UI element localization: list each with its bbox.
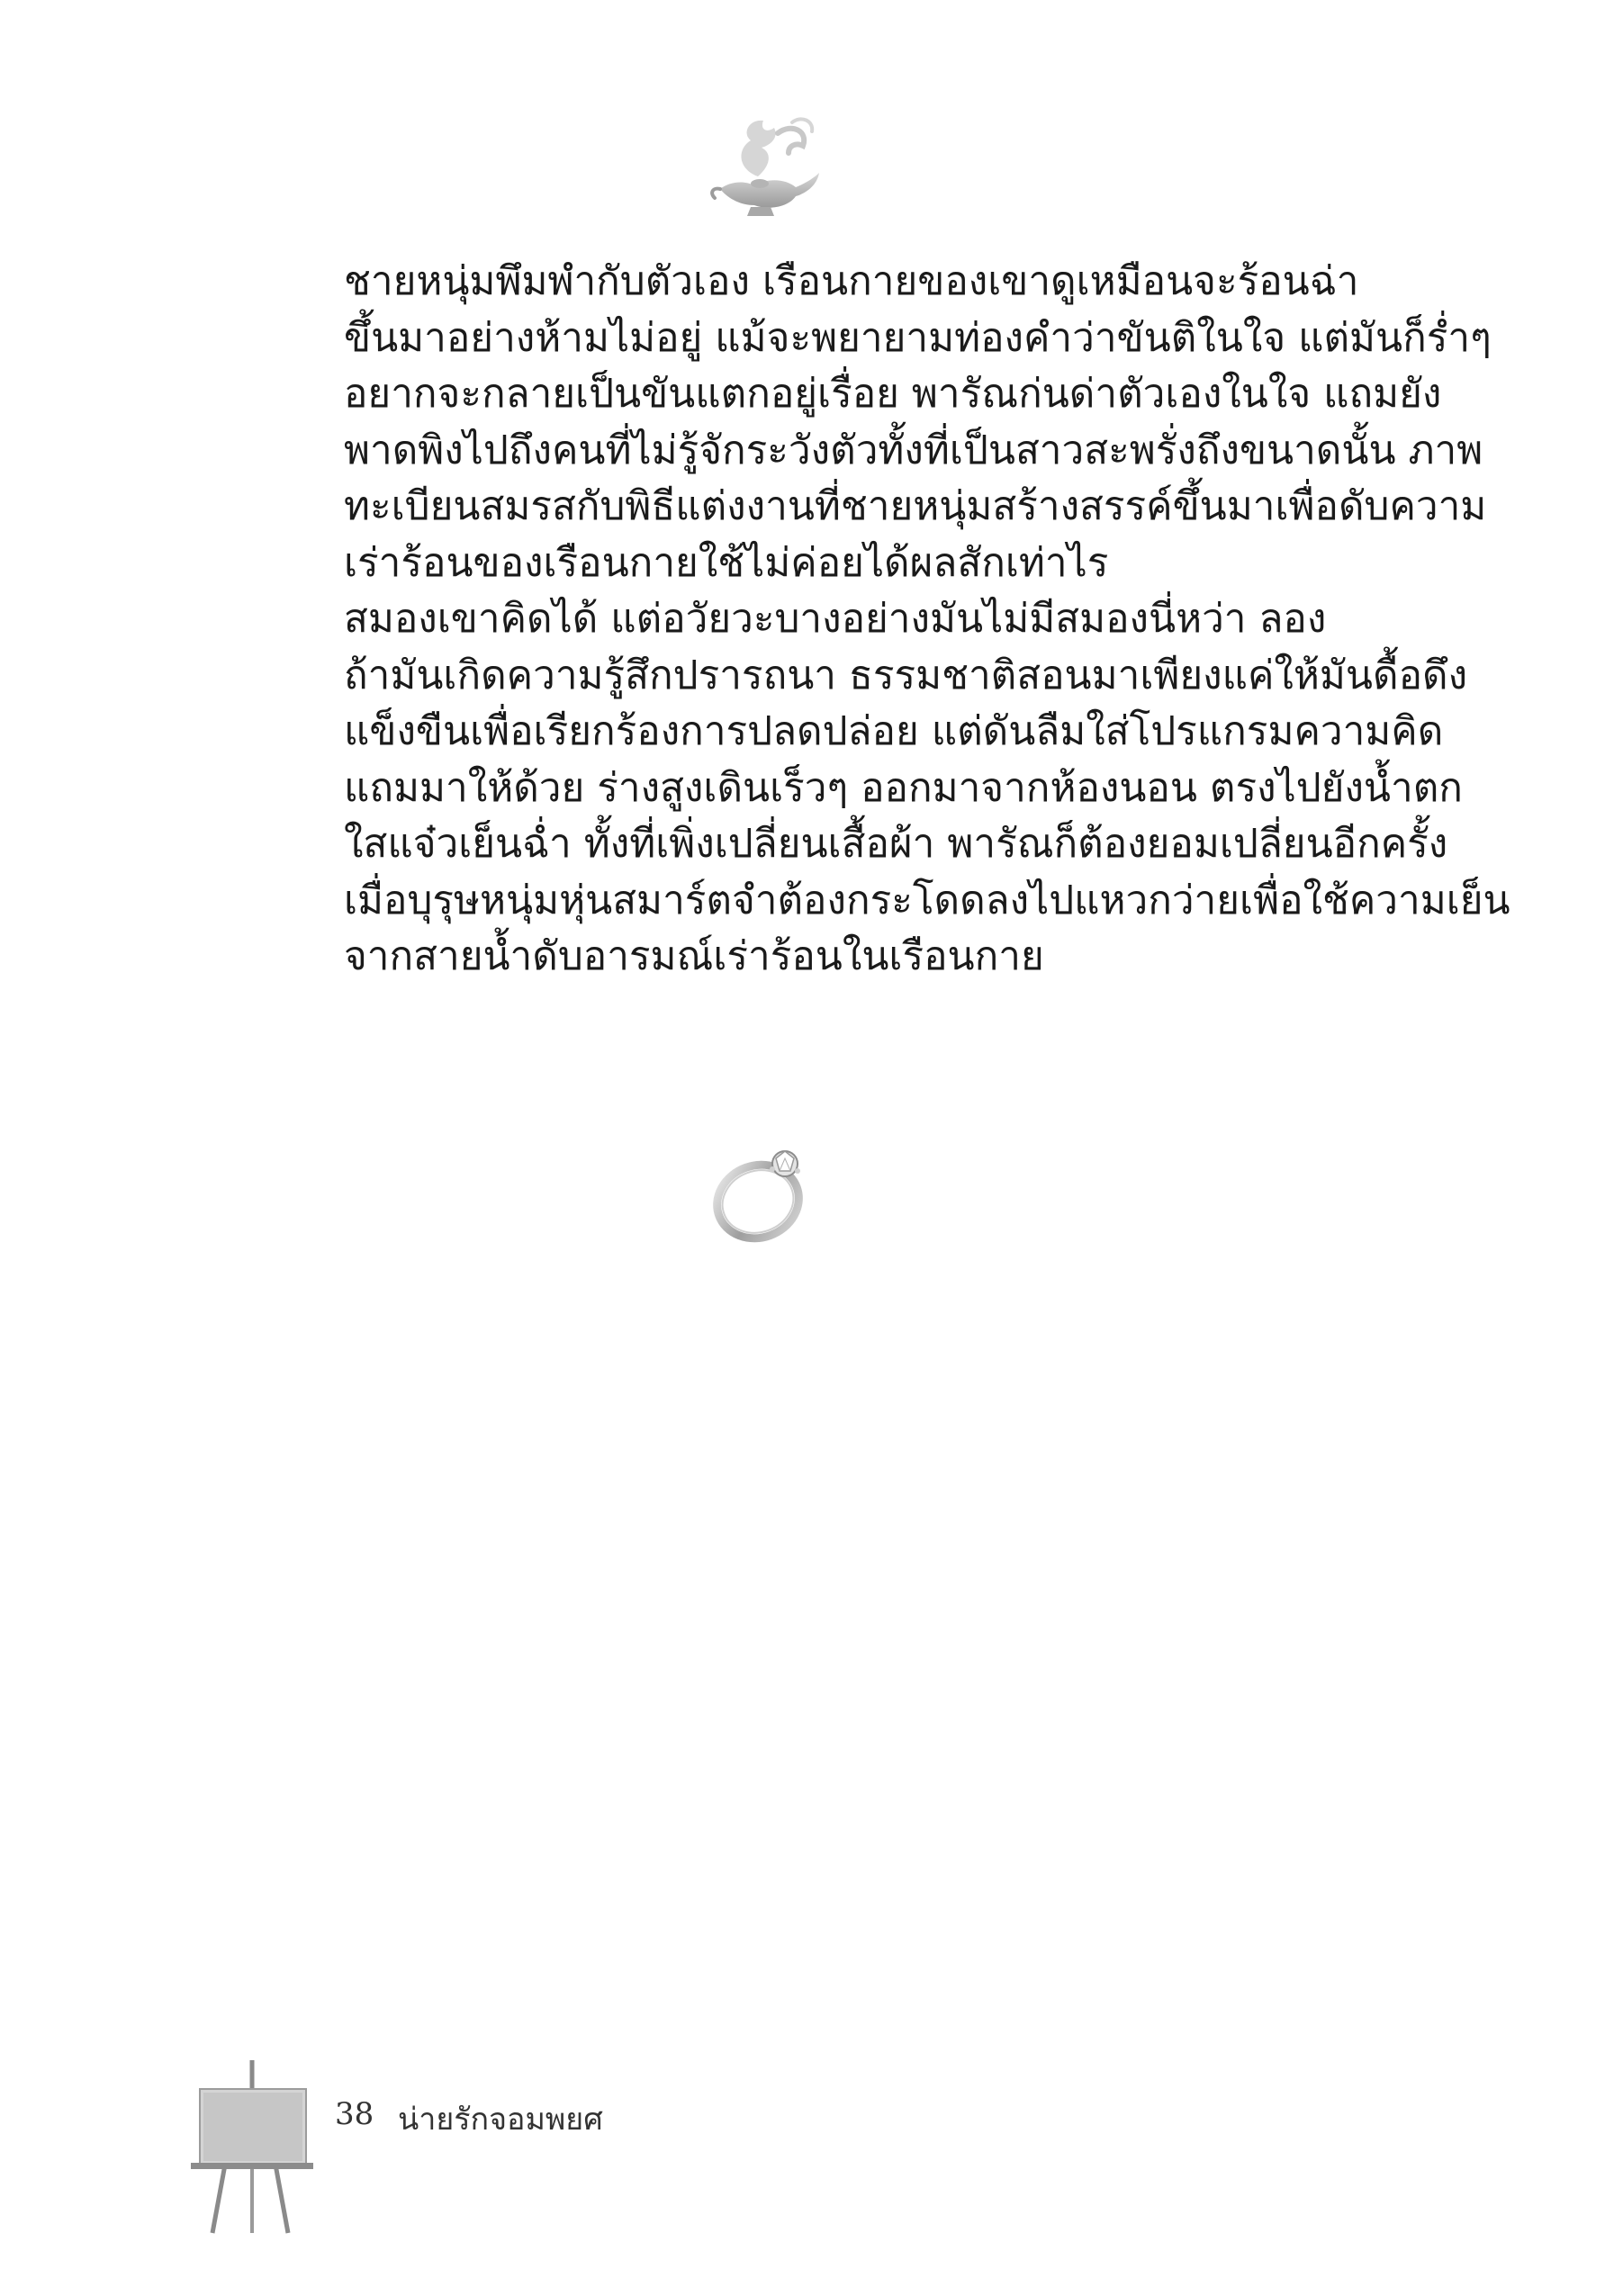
- text-line: เมื่อบุรุษหนุ่มหุ่นสมาร์ตจำต้องกระโดดลงไปแหวกว่ายเพื่อใช้ความเย็น: [344, 877, 1510, 923]
- book-title: น่ายรักจอมพยศ: [398, 2102, 603, 2138]
- text-line: ถ้ามันเกิดความรู้สึกปรารถนา ธรรมชาติสอนมาเพียงแค่ให้มันดื้อดึง: [344, 652, 1468, 698]
- text-line: เร่าร้อนของเรือนกายใช้ไม่ค่อยได้ผลสักเท่าไร: [344, 539, 1109, 586]
- paragraph-2: [200, 591, 1510, 986]
- text-line: สมองเขาคิดได้ แต่อวัยวะบางอย่างมันไม่มีสมองนี่หว่า ลอง: [344, 596, 1327, 642]
- diamond-ring-icon: [702, 1130, 828, 1256]
- text-line: ใสแจ๋วเย็นฉ่ำ ทั้งที่เพิ่งเปลี่ยนเสื้อผ้า พารัณก็ต้องยอมเปลี่ยนอีกครั้ง: [344, 821, 1448, 867]
- text-line: อยากจะกลายเป็นขันแตกอยู่เรื่อย พารัณก่นด่าตัวเองในใจ แถมยัง: [344, 371, 1442, 417]
- easel-icon: [189, 2057, 315, 2237]
- story-body: [200, 254, 1510, 986]
- page-footer: [189, 2057, 729, 2237]
- text-line: พาดพิงไปถึงคนที่ไม่รู้จักระวังตัวทั้งที่เป็นสาวสะพรั่งถึงขนาดนั้น ภาพ: [344, 427, 1483, 473]
- text-line: ขึ้นมาอย่างห้ามไม่อยู่ แม้จะพยายามท่องคำว่าขันติในใจ แต่มันก็ร่ำๆ: [344, 314, 1492, 361]
- paragraph-1: [200, 254, 1492, 591]
- text-line: จากสายน้ำดับอารมณ์เร่าร้อนในเรือนกาย: [344, 933, 1044, 979]
- text-line: ทะเบียนสมรสกับพิธีแต่งงานที่ชายหนุ่มสร้างสรรค์ขึ้นมาเพื่อดับความ: [344, 483, 1487, 529]
- page-number: 38: [335, 2096, 374, 2132]
- text-line: แข็งขืนเพื่อเรียกร้องการปลดปล่อย แต่ดันลืมใส่โปรแกรมความคิด: [344, 708, 1444, 754]
- genie-lamp-icon: [702, 106, 828, 232]
- text-line: แถมมาให้ด้วย ร่างสูงเดินเร็วๆ ออกมาจากห้องนอน ตรงไปยังน้ำตก: [344, 764, 1463, 811]
- text-line: ชายหนุ่มพึมพำกับตัวเอง เรือนกายของเขาดูเหมือนจะร้อนฉ่า: [344, 258, 1359, 304]
